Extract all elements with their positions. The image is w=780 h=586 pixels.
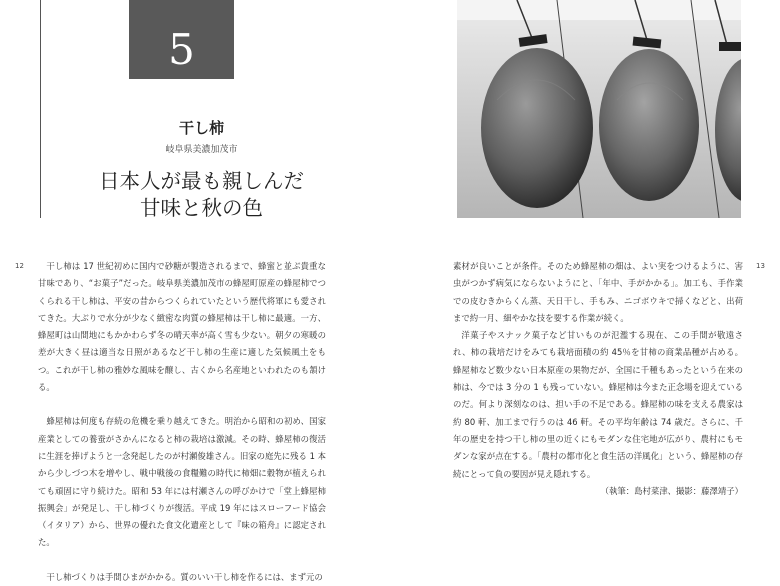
article-heading (40, 168, 363, 222)
paragraph: 素材が良いことが条件。そのため蜂屋柿の畑は、よい実をつけるように、害虫がつかず病気にならないようにと、「年中、手がかかる」。加工も、手作業での皮むきからくん蒸、天日干し、手もみ、ニゴボウキで掃くなどと、出荷まで約一月、細やかな技を要する作業が続く。 (453, 261, 743, 323)
photo-illustration (457, 0, 741, 218)
paragraph: 洋菓子やスナック菓子など甘いものが氾濫する現在、この手間が敬遠され、柿の栽培だけをみても栽培面積の約 45％を甘柿の商業品種が占める。蜂屋柿など数少ない日本原産の果物だが、全国に千種もあったという在来の柿は、今では 3 分の 1 も残っていない。蜂屋柿は今また正念場を迎えているのだ。何より深刻なのは、担い手の不足である。蜂屋柿の味を支える農家は約 80 軒、加工まで行うのは 46 軒。その平均年齢は 74 歳だ。さらに、千年の歴史を持つ干し柿の里の近くにもモダンな住宅地が広がり、農村にもモダンな家が点在する。「農村の都市化と食生活の洋風化」という、蜂屋柿の存続にとって負の要因が見え隠れする。 (453, 330, 743, 479)
paragraph: 干し柿は 17 世紀初めに国内で砂糖が製造されるまで、蜂蜜と並ぶ貴重な甘味であり、“お菓子”だった。岐阜県美濃加茂市の蜂屋町原産の蜂屋柿でつくられる干し柿は、平安の昔からつくられていたという歴代将軍にも愛されてきた。大ぶりで水分が少なく緻密な肉質の蜂屋柿は干し柿に最適。一方、蜂屋町は山間地にもかかわらず冬の晴天率が高く雪も少ない。朝夕の寒暖の差が大きく昼は適当な日照があるなど干し柿の生産に適した気候風土をもつ。これが干し柿の雅妙な風味を醸し、古くから名産地といわれたのも頷ける。 (38, 261, 326, 393)
chapter-number-box (129, 0, 234, 79)
body-column-left (38, 258, 326, 586)
paragraph: 蜂屋柿は何度も存続の危機を乗り越えてきた。明治から昭和の初め、国家産業としての養蚕がさかんになると柿の栽培は激減。その時、蜂屋柿の復活に生涯を捧げようと一念発起したのが村瀬俊雄さん。旧家の庭先に残る 1 本から少しづつ木を増やし、戦中戦後の食糧難の時代に柿畑に穀物が植えられても頑固に守り続けた。昭和 53 年には村瀬さんの呼びかけで「堂上蜂屋柿振興会」が発足し、干し柿づくりが復活。平成 19 年にはスローフード協会（イタリア）から、世界の優れた食文化遺産として『味の箱舟』に認定された。 (38, 416, 326, 548)
hanging-persimmons-photo (457, 0, 741, 218)
article-location: 岐阜県美濃加茂市 (165, 145, 238, 155)
chapter-number: 5 (168, 25, 195, 74)
article-title: 干し柿 (178, 119, 224, 137)
heading-line-2: 甘味と秋の色 (140, 196, 263, 220)
page-number-left: 12 (15, 262, 24, 270)
page-number-right: 13 (756, 262, 765, 270)
heading-line-1: 日本人が最も親しんだ (99, 169, 304, 193)
photo-credit: （執筆：島村菜津、撮影：藤澤靖子） (600, 485, 743, 496)
body-column-right (453, 258, 743, 500)
paragraph: 干し柿づくりは手間ひまがかかる。質のいい干し柿を作るには、まず元の (46, 571, 323, 582)
